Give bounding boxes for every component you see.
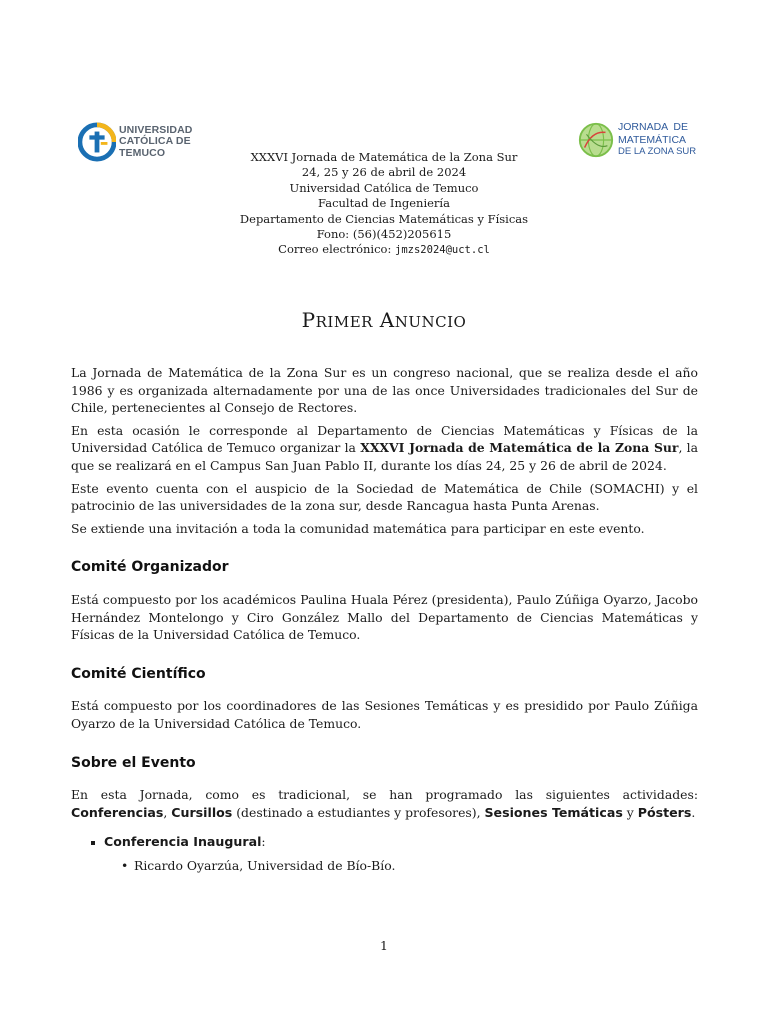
event-dates: 24, 25 y 26 de abril de 2024: [301, 165, 467, 180]
text-run: ,: [163, 804, 172, 820]
activity-term: Conferencias: [71, 804, 164, 820]
list-item: [71, 833, 698, 874]
sub-list-item: • Ricardo Oyarzúa, Universidad de Bío-Bío.: [104, 857, 698, 875]
intro-paragraph: La Jornada de Matemática de la Zona Sur es un congreso nacional, que se realiza desde el año 1986 y es organizada alternadamente por una de las once Universidades tradicionales del Sur de Chile, pertenecientes al Consejo de Rectores.: [71, 365, 698, 416]
title-smallcaps: NUNCIO: [394, 313, 467, 331]
activity-term: Cursillos: [171, 804, 233, 820]
jornada-logo-line: MATEMÁTICA: [618, 133, 687, 146]
title-initial: A: [379, 308, 395, 332]
event-header: [0, 146, 768, 259]
uct-logo-line: TEMUCO: [119, 146, 166, 159]
about-paragraph: [71, 786, 698, 821]
text-run: .: [691, 804, 696, 820]
event-name-bold: XXXVI Jornada de Matemática de la Zona Sur: [360, 440, 679, 456]
activity-term: Pósters: [637, 804, 692, 820]
section-heading-about: Sobre el Evento: [71, 754, 196, 771]
event-name: XXXVI Jornada de Matemática de la Zona Sur: [250, 150, 518, 164]
department-name: Departamento de Ciencias Matemáticas y Físicas: [239, 211, 529, 226]
intro-paragraph: Se extiende una invitación a toda la comunidad matemática para participar en este evento.: [71, 520, 645, 536]
jornada-logo-line: DE LA ZONA SUR: [618, 146, 697, 158]
jornada-logo-line: JORNADA DE: [618, 121, 689, 134]
section-heading-organizing: Comité Organizador: [71, 559, 229, 576]
page-number: 1: [380, 938, 388, 953]
intro-paragraph: Este evento cuenta con el auspicio de la Sociedad de Matemática de Chile (SOMACHI) y el patrocinio de las universidades de la zona sur, desde Rancagua hasta Punta Arenas.: [71, 480, 698, 514]
text-run: , la que se realizará en el Campus San Juan Pablo II, durante los días 24, 25 y 26 de abril de 2024.: [71, 440, 699, 473]
uct-logo-line: CATÓLICA DE: [119, 135, 191, 148]
phone-number: Fono: (56)(452)205615: [316, 227, 452, 242]
title-initial: P: [301, 308, 316, 332]
document-body: [71, 364, 698, 874]
intro-paragraph: [71, 422, 698, 475]
text-run: :: [261, 834, 266, 850]
text-run: En esta Jornada, como es tradicional, se han programado las siguientes actividades:: [71, 787, 698, 803]
scientific-paragraph: Está compuesto por los coordinadores de las Sesiones Temáticas y es presidido por Paulo Zúñiga Oyarzo de la Universidad Católica de Temuco.: [71, 698, 698, 731]
title-smallcaps: RIMER: [315, 313, 373, 331]
activities-list: [71, 833, 698, 874]
text-run: (destinado a estudiantes y profesores),: [232, 804, 485, 820]
uct-logo-line: UNIVERSIDAD: [119, 123, 193, 136]
text-run: En esta ocasión le corresponde al Departamento de Ciencias Matemáticas y Físicas de la Universidad Católica de Temuco organizar la: [71, 422, 698, 456]
section-heading-scientific: Comité Científico: [71, 665, 206, 682]
list-item-title: Conferencia Inaugural: [104, 834, 262, 850]
email-line: [0, 242, 768, 258]
activity-term: Sesiones Temáticas: [484, 804, 623, 820]
page-title: [0, 308, 768, 332]
text-run: y: [622, 804, 638, 820]
sub-list: [104, 857, 698, 875]
email-address[interactable]: jmzs2024@uct.cl: [395, 244, 490, 257]
university-name: Universidad Católica de Temuco: [289, 180, 479, 195]
email-label: Correo electrónico:: [278, 242, 392, 257]
faculty-name: Facultad de Ingeniería: [318, 196, 450, 211]
organizing-paragraph: Está compuesto por los académicos Paulina Huala Pérez (presidenta), Paulo Zúñiga Oyarzo, Jacobo Hernández Montelongo y Ciro González Mallo del Departamento de Ciencias Matemáticas y Físicas de la Universidad Católica de Temuco.: [71, 591, 698, 643]
